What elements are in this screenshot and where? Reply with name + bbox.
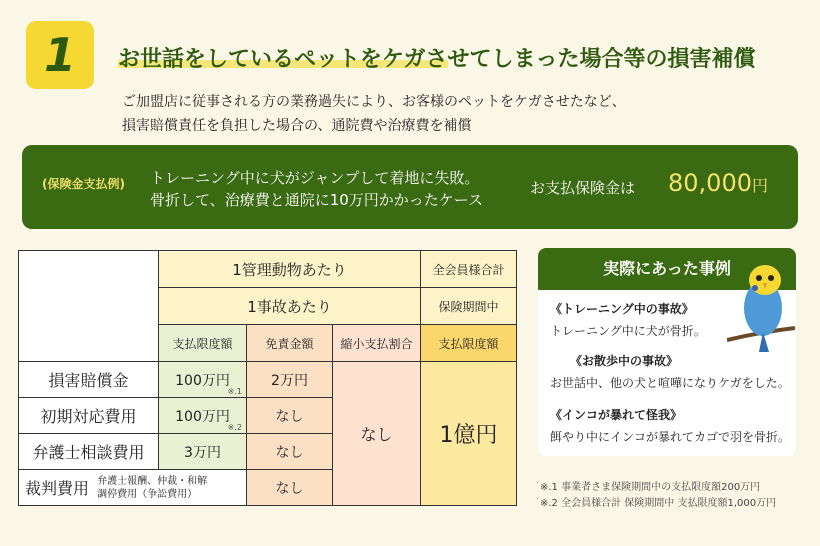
- parakeet-icon: [727, 258, 795, 356]
- case-text-1: トレーニング中に犬が骨折。: [550, 324, 706, 338]
- note-mark-2: ※.2: [227, 423, 242, 432]
- footnote-1: ※.1 事業者さま保険期間中の支払限度額200万円: [540, 482, 761, 493]
- limit-lawyer: 3万円: [159, 434, 247, 470]
- header-per-accident: 1事故あたり: [159, 288, 421, 325]
- page-title: お世話をしているペットをケガさせてしまった場合等の損害補償: [118, 47, 756, 72]
- case-text-3: 餌やり中にインコが暴れてカゴで羽を骨折。: [550, 430, 791, 444]
- case-title-1: 《トレーニング中の事故》: [550, 302, 694, 316]
- col-ratio: 縮小支払割合: [333, 325, 421, 362]
- col-limit: 支払限度額: [159, 325, 247, 362]
- deductible-damages: 2万円: [247, 362, 333, 398]
- coverage-table: [18, 250, 517, 506]
- note-mark-1: ※.1: [227, 387, 242, 396]
- row-label-damages: 損害賠償金: [19, 362, 159, 398]
- description-line-2: 損害賠償責任を負担した場合の、通院費や治療費を補償: [122, 118, 472, 134]
- row-label-court: [19, 470, 247, 506]
- payment-label: お支払保険金は: [530, 179, 636, 197]
- total-limit-value: 1億円: [421, 362, 517, 506]
- col-deductible: 免責金額: [247, 325, 333, 362]
- row-label-initial-response: 初期対応費用: [19, 398, 159, 434]
- col-total-limit: 支払限度額: [421, 325, 517, 362]
- amount-value: 80,000: [668, 169, 752, 197]
- row-label-lawyer: 弁護士相談費用: [19, 434, 159, 470]
- header-all-members: 全会員様合計: [421, 251, 517, 288]
- deductible-court: なし: [247, 470, 333, 506]
- section-number: 1: [43, 28, 76, 82]
- table-corner: [19, 251, 159, 362]
- example-label: (保険金支払例): [42, 177, 125, 191]
- description-line-1: ご加盟店に従事される方の業務過失により、お客様のペットをケガさせたなど、: [122, 94, 626, 110]
- case-title-3: 《インコが暴れて怪我》: [550, 408, 683, 422]
- limit-initial-response: [159, 398, 247, 434]
- limit-initial-value: 100万円: [175, 408, 230, 425]
- example-line-1: トレーニング中に犬がジャンプして着地に失敗。: [150, 169, 480, 187]
- case-heading: 実際にあった事例: [538, 248, 796, 290]
- limit-damages-value: 100万円: [175, 372, 230, 389]
- footnote-2: ※.2 全会員様合計 保険期間中 支払限度額1,000万円: [540, 498, 777, 509]
- deductible-initial-response: なし: [247, 398, 333, 434]
- header-per-animal: 1管理動物あたり: [159, 251, 421, 288]
- section-number-badge: [26, 21, 94, 89]
- court-sub: [97, 475, 207, 501]
- amount-unit: 円: [751, 176, 768, 195]
- limit-damages: [159, 362, 247, 398]
- ratio-value: なし: [333, 362, 421, 506]
- court-sub-line-2: 調停費用（争訟費用）: [97, 488, 198, 500]
- header-period: 保険期間中: [421, 288, 517, 325]
- example-line-2: 骨折して、治療費と通院に10万円かかったケース: [150, 191, 484, 209]
- court-sub-line-1: 弁護士報酬、仲裁・和解: [97, 475, 208, 487]
- deductible-lawyer: なし: [247, 434, 333, 470]
- case-text-2: お世話中、他の犬と喧嘩になりケガをした。: [550, 376, 790, 390]
- payment-example-box: [22, 145, 798, 229]
- court-label: 裁判費用: [25, 479, 90, 498]
- payment-amount: [668, 169, 768, 197]
- case-title-2: 《お散歩中の事故》: [570, 354, 679, 368]
